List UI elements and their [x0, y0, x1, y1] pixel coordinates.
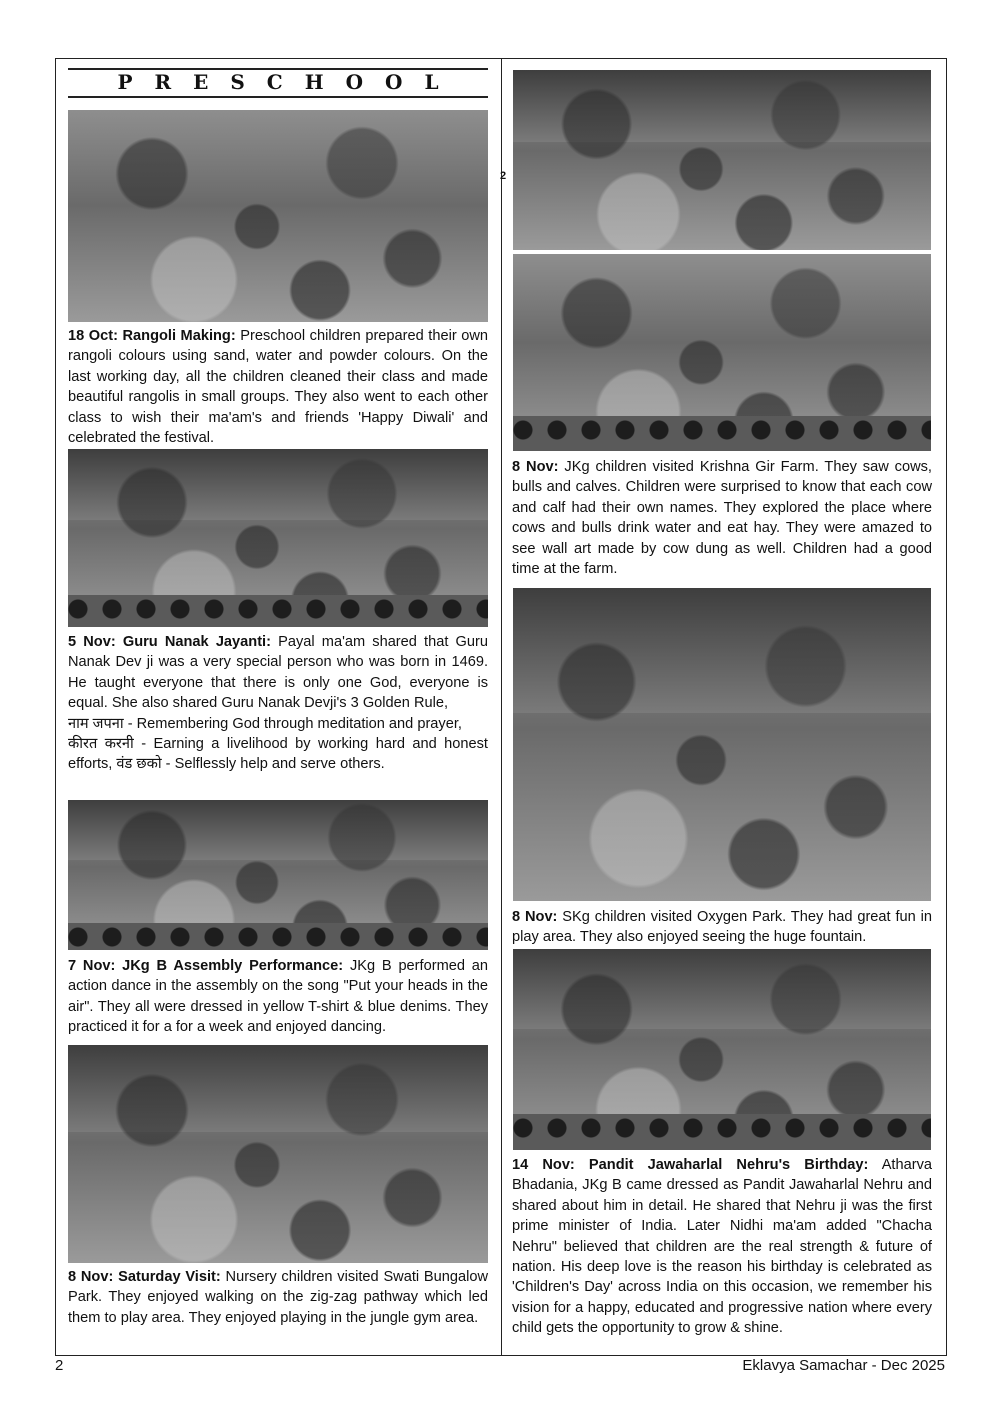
photo-storytelling [68, 449, 488, 627]
caption-nehru-text: Atharva Bhadania, JKg B came dressed as Pandit Jawaharlal Nehru and shared about him in detail. He shared that Nehru ji was the first prime minister of India. Later Nidhi ma'am added "Chacha Nehru" believed that children are the real strength & future of nation. His deep love is the reason his birthday is celebrated as 'Children's Day' across India on this occasion, we remember his vision for a happy, educated and progressive nation where every child gets the opportunity to grow & shine. [512, 1157, 932, 1337]
caption-farm-title: 8 Nov: [512, 459, 559, 475]
section-title: PRESCHOOL [117, 70, 461, 94]
photo-climbing-wall-icon [513, 588, 931, 901]
caption-farm [512, 457, 932, 579]
photo-climbing-wall [513, 588, 931, 901]
photo-farm-2 [513, 254, 931, 451]
caption-saturday-visit-title: 8 Nov: Saturday Visit: [68, 1269, 221, 1285]
caption-farm-text: JKg children visited Krishna Gir Farm. They saw cows, bulls and calves. Children were surprised to know that each cow and calf had their own names. They explored the place where cows and bulls drink water and eat hay. They were amazed to see wall art made by cow dung as well. Children had a good time at the farm. [512, 459, 932, 578]
rule-1-hindi: नाम जपना [68, 715, 124, 732]
photo-rangoli-icon [68, 110, 488, 322]
caption-guru-nanak-text: Payal ma'am shared that Guru Nanak Dev ji was a very special person who was born in 1469. He taught everyone that there is only one God, everyone is equal. She also shared Guru Nanak Devji's 3 Golden Rule, [68, 634, 488, 712]
photo-dance [68, 800, 488, 950]
rule-2-hindi: कीरत करनी [68, 736, 134, 753]
rule-3-hindi: वंड छको [116, 756, 162, 773]
section-header [68, 68, 488, 98]
caption-guru-nanak [68, 632, 488, 775]
caption-nehru [512, 1155, 932, 1339]
caption-rangoli-title: 18 Oct: Rangoli Making: [68, 328, 236, 344]
caption-oxygen-park-text: SKg children visited Oxygen Park. They had great fun in play area. They also enjoyed seeing the huge fountain. [512, 909, 932, 946]
photo-rangoli [68, 110, 488, 322]
photo-jungle-gym-icon [68, 1045, 488, 1263]
gutter-mark: 2 [500, 170, 507, 182]
rule-3-text: - Selflessly help and serve others. [161, 756, 385, 773]
photo-farm-1 [513, 70, 931, 250]
column-divider [501, 58, 502, 1356]
rule-1-text: - Remembering God through meditation and prayer, [123, 715, 462, 732]
publication-name: Eklavya Samachar - Dec 2025 [742, 1357, 945, 1374]
rule-2-text: - Earning a livelihood by working hard and honest efforts, [68, 736, 488, 773]
caption-saturday-visit [68, 1267, 488, 1328]
caption-rangoli-text: Preschool children prepared their own rangoli colours using sand, water and powder colours. On the last working day, all the children cleaned their class and made beautiful rangolis in small groups. They also went to each other class to wish their ma'am's and friends 'Happy Diwali' and celebrated the festival. [68, 328, 488, 447]
caption-saturday-visit-text: Nursery children visited Swati Bungalow Park. They enjoyed walking on the zig-zag pathway which led them to play area. They enjoyed playing in the jungle gym area. [68, 1269, 489, 1326]
photo-jungle-gym [68, 1045, 488, 1263]
caption-assembly [68, 956, 488, 1038]
page-number: 2 [55, 1357, 64, 1374]
caption-oxygen-park [512, 907, 932, 948]
caption-rangoli [68, 326, 488, 448]
caption-guru-nanak-title: 5 Nov: Guru Nanak Jayanti: [68, 634, 271, 650]
caption-nehru-title: 14 Nov: Pandit Jawaharlal Nehru's Birthday: [512, 1157, 869, 1173]
photo-farm-icon [513, 70, 931, 250]
caption-assembly-title: 7 Nov: JKg B Assembly Performance: [68, 958, 344, 974]
caption-oxygen-park-title: 8 Nov: [512, 909, 558, 925]
photo-nehru [513, 949, 931, 1150]
caption-assembly-text: JKg B performed an action dance in the assembly on the song "Put your heads in the air". They all were dressed in yellow T-shirt & blue denims. They practiced it for a for a week and enjoyed dancing. [68, 958, 488, 1036]
